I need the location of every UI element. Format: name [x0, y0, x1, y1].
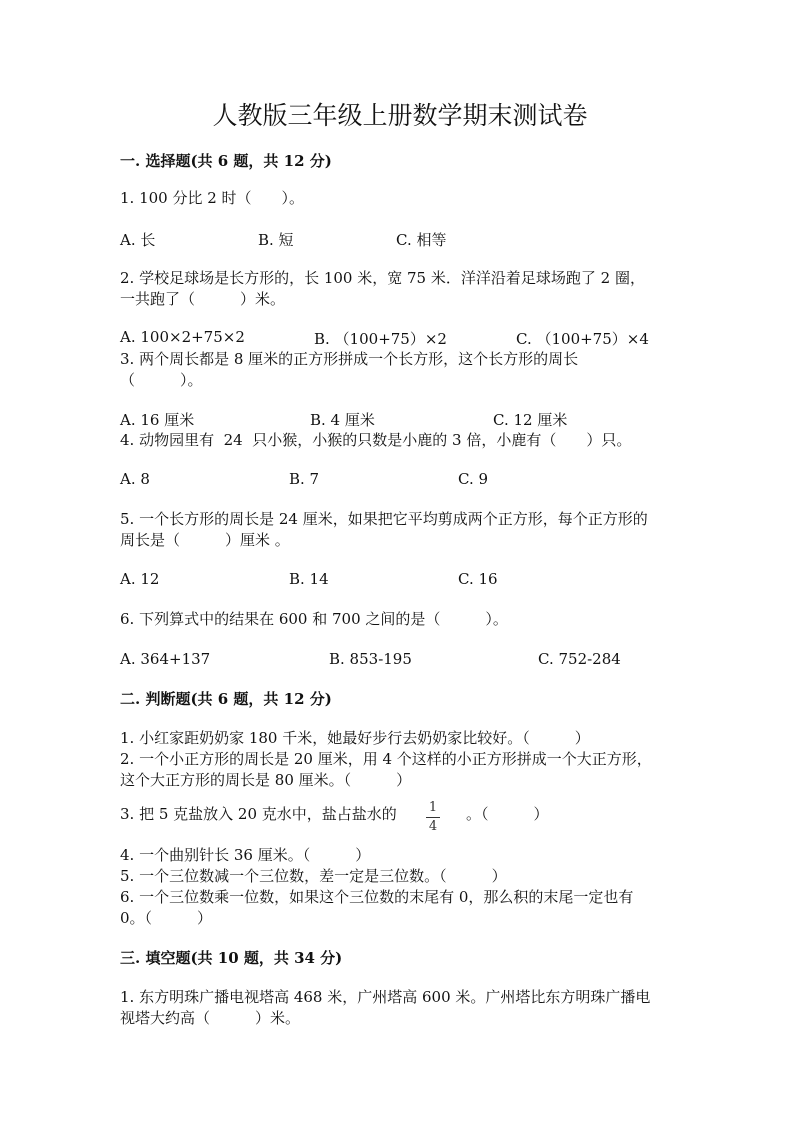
section-heading-fill: 三. 填空题(共 10 题，共 34 分) — [120, 949, 343, 967]
option-1-4-b: B. 7 — [289, 470, 320, 488]
question-2-5: 5. 一个三位数减一个三位数，差一定是三位数。（ ） — [120, 867, 507, 885]
question-1-5-line1: 5. 一个长方形的周长是 24 厘米，如果把它平均剪成两个正方形，每个正方形的 — [120, 510, 648, 528]
option-1-1-a: A. 长 — [120, 231, 156, 249]
option-1-4-c: C. 9 — [458, 470, 489, 488]
fraction-bar — [426, 817, 440, 818]
option-1-2-a: A. 100×2+75×2 — [120, 328, 245, 346]
option-1-2-c: C. （100+75）×4 — [516, 330, 649, 348]
question-1-3-line2: （ ）。 — [120, 371, 203, 389]
option-1-5-c: C. 16 — [458, 570, 498, 588]
option-1-3-b: B. 4 厘米 — [310, 411, 375, 429]
question-1-4: 4. 动物园里有 24 只小猴，小猴的只数是小鹿的 3 倍，小鹿有（ ）只。 — [120, 431, 632, 449]
option-1-3-a: A. 16 厘米 — [120, 411, 195, 429]
option-1-1-c: C. 相等 — [396, 231, 447, 249]
question-2-2-line2: 这个大正方形的周长是 80 厘米。（ ） — [120, 771, 412, 789]
fraction-numerator: 1 — [428, 800, 438, 815]
question-2-4: 4. 一个曲别针长 36 厘米。（ ） — [120, 846, 371, 864]
fraction-denominator: 4 — [428, 819, 438, 834]
question-2-3: 3. 把 5 克盐放入 20 克水中，盐占盐水的 — [120, 805, 397, 823]
option-1-2-b: B. （100+75）×2 — [314, 330, 447, 348]
option-1-4-a: A. 8 — [120, 470, 150, 488]
question-2-2-line1: 2. 一个小正方形的周长是 20 厘米，用 4 个这样的小正方形拼成一个大正方形， — [120, 750, 652, 768]
option-1-6-a: A. 364+137 — [120, 650, 211, 668]
question-3-1-line2: 视塔大约高（ ）米。 — [120, 1009, 301, 1027]
question-1-1: 1. 100 分比 2 时（ ）。 — [120, 189, 305, 207]
section-heading-judge: 二. 判断题(共 6 题，共 12 分) — [120, 690, 332, 708]
question-3-1-line1: 1. 东方明珠广播电视塔高 468 米，广州塔高 600 米。广州塔比东方明珠广播电 — [120, 988, 651, 1006]
option-1-1-b: B. 短 — [258, 231, 294, 249]
section-heading-choice: 一. 选择题(共 6 题，共 12 分) — [120, 152, 332, 170]
option-1-3-c: C. 12 厘米 — [493, 411, 568, 429]
question-1-3-line1: 3. 两个周长都是 8 厘米的正方形拼成一个长方形，这个长方形的周长 — [120, 350, 579, 368]
question-1-6: 6. 下列算式中的结果在 600 和 700 之间的是（ ）。 — [120, 610, 508, 628]
question-2-6-line1: 6. 一个三位数乘一位数，如果这个三位数的末尾有 0，那么积的末尾一定也有 — [120, 888, 634, 906]
fraction-one-quarter — [426, 800, 440, 835]
question-2-6-line2: 0。（ ） — [120, 909, 213, 927]
question-1-2-line1: 2. 学校足球场是长方形的，长 100 米，宽 75 米．洋洋沿着足球场跑了 2 圈， — [120, 269, 645, 287]
question-2-1: 1. 小红家距奶奶家 180 千米，她最好步行去奶奶家比较好。（ ） — [120, 729, 590, 747]
option-1-5-a: A. 12 — [120, 570, 160, 588]
page-title: 人教版三年级上册数学期末测试卷 — [212, 101, 588, 130]
question-1-5-line2: 周长是（ ）厘米 。 — [120, 531, 290, 549]
option-1-6-b: B. 853-195 — [329, 650, 412, 668]
question-2-3-suffix: 。（ ） — [466, 805, 549, 823]
question-1-2-line2: 一共跑了（ ）米。 — [120, 290, 286, 308]
option-1-5-b: B. 14 — [289, 570, 329, 588]
option-1-6-c: C. 752-284 — [538, 650, 621, 668]
